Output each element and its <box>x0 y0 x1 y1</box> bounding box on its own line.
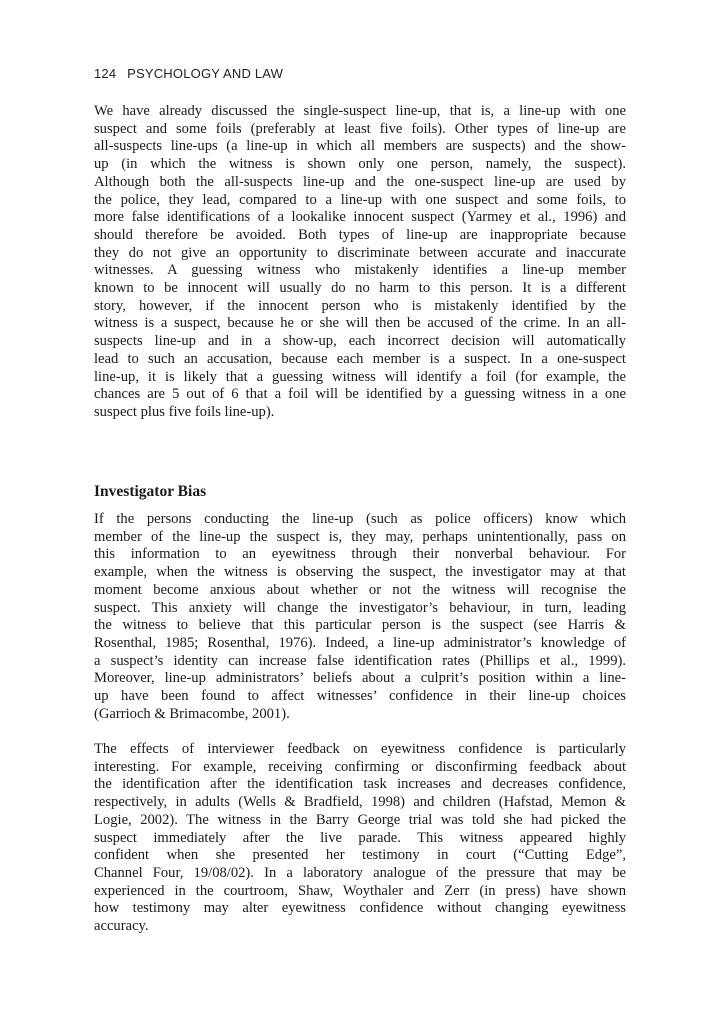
text-line: line-up, it is likely that a guessing witness will identify a foil (for example, the <box>94 368 626 385</box>
text-line: interesting. For example, receiving confirming or disconfirming feedback about <box>94 758 626 775</box>
text-line: a suspect’s identity can increase false identification rates (Phillips et al., 1999). <box>94 652 626 669</box>
text-line: The effects of interviewer feedback on eyewitness confidence is particularly <box>94 741 626 757</box>
text-line: Moreover, line-up administrators’ beliefs about a culprit’s position within a line- <box>94 670 626 687</box>
text-line: more false identifications of a lookalike innocent suspect (Yarmey et al., 1996) and <box>94 209 626 226</box>
text-line: the police, they lead, compared to a line-up with one suspect and some foils, to <box>94 191 626 208</box>
text-line: accuracy. <box>94 918 149 935</box>
text-line: confident when she presented her testimony in court (“Cutting Edge”, <box>94 847 626 864</box>
text-line: all-suspects line-ups (a line-up in which all members are suspects) and the show- <box>94 138 626 155</box>
text-line: how testimony may alter eyewitness confidence without changing eyewitness <box>94 900 626 917</box>
section-heading-investigator-bias: Investigator Bias <box>94 483 207 500</box>
text-line: suspects line-up and in a show-up, each incorrect decision will automatically <box>94 333 626 350</box>
text-line: they do not give an opportunity to discriminate between accurate and inaccurate <box>94 244 626 261</box>
text-line: known to be innocent will usually do no harm to this person. It is a different <box>94 280 626 297</box>
text-line: suspect plus five foils line-up). <box>94 403 275 420</box>
text-line: member of the line-up the suspect is, they may, perhaps unintentionally, pass on <box>94 528 626 545</box>
text-line: suspect. This anxiety will change the investigator’s behaviour, in turn, leading <box>94 599 626 616</box>
text-line: witnesses. A guessing witness who mistakenly identifies a line-up member <box>94 262 626 279</box>
text-line: suspect and some foils (preferably at least five foils). Other types of line-up are <box>94 120 626 137</box>
text-line: example, when the witness is observing the suspect, the investigator may at that <box>94 564 626 581</box>
text-line: witness is a suspect, because he or she will then be accused of the crime. In an all- <box>94 315 626 332</box>
text-line: Channel Four, 19/08/02). In a laboratory analogue of the pressure that may be <box>94 864 626 881</box>
text-line: suspect immediately after the live parade. This witness appeared highly <box>94 829 626 846</box>
text-line: story, however, if the innocent person who is mistakenly identified by the <box>94 297 626 314</box>
paragraph-interviewer-feedback <box>94 741 626 936</box>
text-line: the identification after the identification task increases and decreases confidence, <box>94 776 626 793</box>
text-line: experienced in the courtroom, Shaw, Woythaler and Zerr (in press) have shown <box>94 882 626 899</box>
text-line: chances are 5 out of 6 that a foil will be identified by a guessing witness in a one <box>94 386 626 403</box>
text-line: We have already discussed the single-suspect line-up, that is, a line-up with one <box>94 103 626 119</box>
text-line: respectively, in adults (Wells & Bradfield, 1998) and children (Hafstad, Memon & <box>94 794 626 811</box>
text-line: Logie, 2002). The witness in the Barry George trial was told she had picked the <box>94 811 626 828</box>
text-line: Although both the all-suspects line-up and the one-suspect line-up are used by <box>94 173 626 190</box>
text-line: should therefore be avoided. Both types of line-up are inappropriate because <box>94 226 626 243</box>
page-number: 124 <box>94 66 117 81</box>
text-line: the witness to believe that this particular person is the suspect (see Harris & <box>94 617 626 634</box>
text-line: up have been found to affect witnesses’ confidence in their line-up choices <box>94 688 626 705</box>
paragraph-lineup-types <box>94 103 626 422</box>
text-line: (Garrioch & Brimacombe, 2001). <box>94 705 290 722</box>
text-line: up (in which the witness is shown only one person, namely, the suspect). <box>94 156 626 173</box>
text-line: moment become anxious about whether or not the witness will recognise the <box>94 581 626 598</box>
running-title: PSYCHOLOGY AND LAW <box>127 66 284 81</box>
text-line: If the persons conducting the line-up (such as police officers) know which <box>94 511 626 527</box>
text-line: Rosenthal, 1985; Rosenthal, 1976). Indeed, a line-up administrator’s knowledge of <box>94 634 626 651</box>
running-head <box>94 66 283 81</box>
text-line: lead to such an accusation, because each member is a suspect. In a one-suspect <box>94 350 626 367</box>
paragraph-investigator-bias <box>94 511 626 723</box>
text-line: this information to an eyewitness through their nonverbal behaviour. For <box>94 546 626 563</box>
